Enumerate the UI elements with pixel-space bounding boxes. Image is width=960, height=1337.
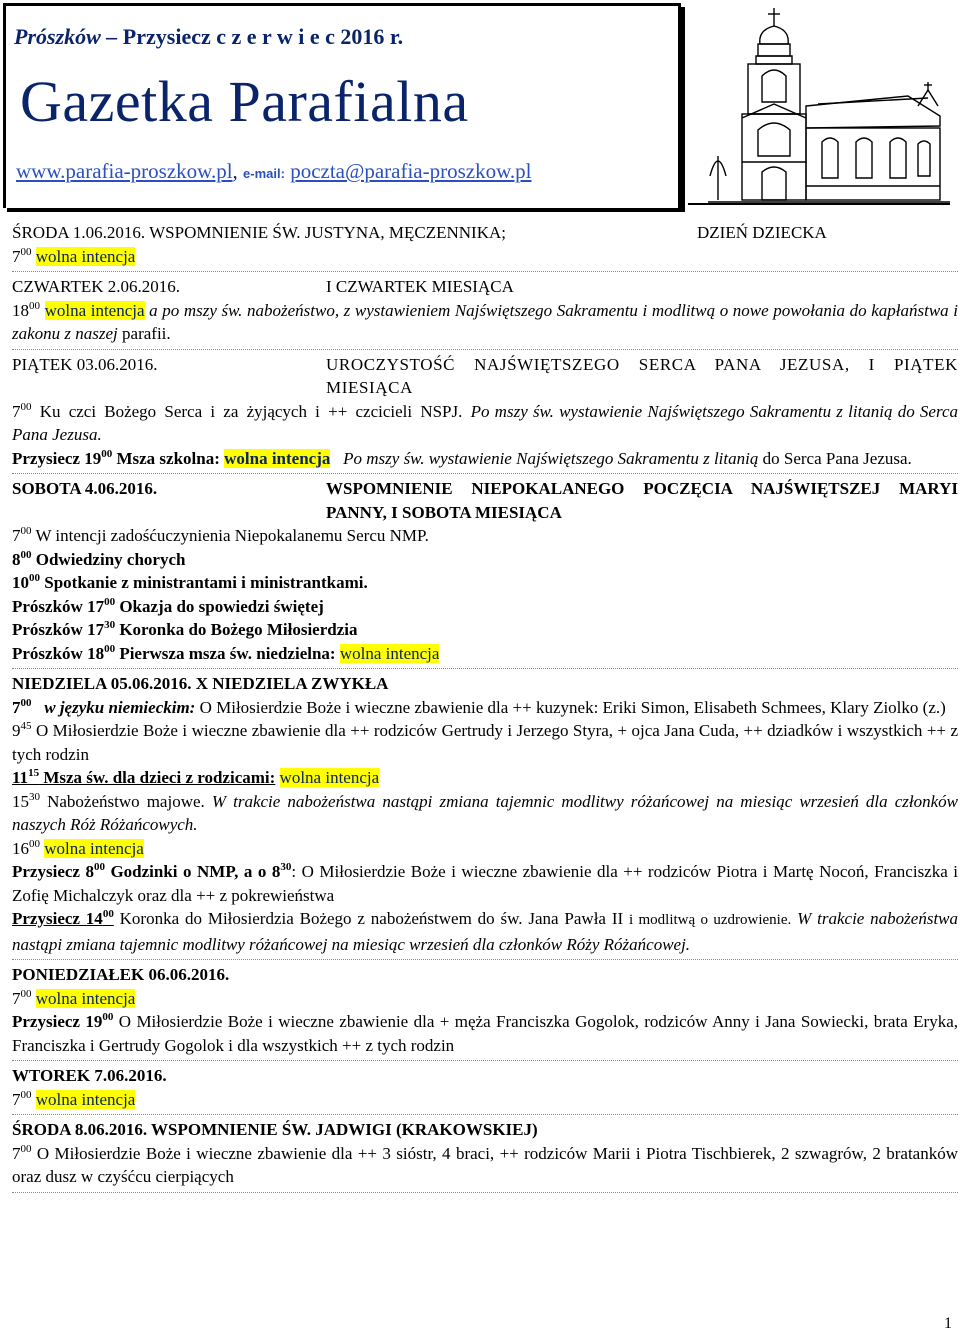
email-link[interactable]: poczta@parafia-proszkow.pl xyxy=(290,159,532,183)
free-intention: wolna intencja xyxy=(35,988,136,1008)
gazette-header xyxy=(3,3,681,208)
day-extra: DZIEŃ DZIECKA xyxy=(697,223,827,242)
free-intention: wolna intencja xyxy=(44,300,145,320)
schedule-line: $8^{00}$ Odwiedziny chorych xyxy=(12,548,186,569)
day-header: ŚRODA 8.06.2016. WSPOMNIENIE ŚW. JADWIGI (KRAKOWSKIEJ) xyxy=(12,1120,538,1139)
mass-line: $11^{15}$ Msza św. dla dzieci z rodzicami: wolna intencja xyxy=(12,767,380,787)
mass-line: $16^{00}$ wolna intencja xyxy=(12,837,144,858)
schedule-line: Prószków $17^{00}$ Okazja do spowiedzi świętej xyxy=(12,595,324,616)
free-intention: wolna intencja xyxy=(339,643,440,663)
mass-line: $9^{45}$ O Miłosierdzie Boże i wieczne zbawienie dla ++ rodziców Gertrudy i Jerzego Styra, + ojca Jana Cuda, ++ dziadków i wszystkich ++ z tych rodzin xyxy=(12,720,958,764)
divider xyxy=(12,349,958,350)
page-number: 1 xyxy=(944,1315,952,1332)
mass-line: Przysiecz $8^{00}$ Godzinki o NMP, a o $8^{30}$: O Miłosierdzie Boże i wieczne zbawienie dla ++ rodziców Piotra i Martę Nocoń, Franciszka i Zofię Michalczyk oraz dla ++ z pokrewieństwa xyxy=(12,861,958,905)
day-header: WTOREK 7.06.2016. xyxy=(12,1066,167,1085)
mass-line: $18^{00}$ wolna intencja a po mszy św. nabożeństwo, z wystawieniem Najświętszego Sakramentu i modlitwą o nowe powołania do kapłaństwa i zakonu z naszej parafii. xyxy=(12,299,959,343)
schedule-line: Prószków $18^{00}$ Pierwsza msza św. niedzielna: wolna intencja xyxy=(12,642,440,663)
divider xyxy=(12,668,958,669)
church-illustration xyxy=(688,6,950,206)
email-label: e-mail: xyxy=(243,166,285,181)
schedule-line: $10^{00}$ Spotkanie z ministrantami i ministrantkami. xyxy=(12,572,368,592)
mass-line: $7^{00}$ wolna intencja xyxy=(12,245,136,266)
free-intention: wolna intencja xyxy=(279,768,380,787)
free-intention: wolna intencja xyxy=(35,1089,136,1109)
divider xyxy=(12,271,958,272)
mass-line: $7^{00}$ Ku czci Bożego Serca i za żyjących i ++ czcicieli NSPJ. Po mszy św. wystawienie Najświętszego Sakramentu z litanią do Serca Pana Jezusa. xyxy=(12,400,959,444)
mass-line: $7^{00}$ w języku niemieckim: O Miłosierdzie Boże i wieczne zbawienie dla ++ kuzynek: Eriki Simon, Elisabeth Schmees, Klary Ziolko (z.) xyxy=(12,696,946,717)
mass-line: Przysiecz $19^{00}$ O Miłosierdzie Boże i wieczne zbawienie dla + męża Franciszka Gogolok, rodziców Anny i Jana Sowiecki, brata Eryka, Franciszka i Gertrudy Gogolok i dla wszystkich ++ z tych rodzin xyxy=(12,1011,958,1055)
mass-line: $7^{00}$ wolna intencja xyxy=(12,1088,136,1109)
mass-line: Przysiecz $14^{00}$ Koronka do Miłosierdzia Bożego z nabożeństwem do św. Jana Pawła II i modlitwą o uzdrowienie. W trakcie nabożeństwa nastąpi zmiana tajemnic modlitwy różańcowej na miesiąc wrzesień dla członków Róży Różańcowej. xyxy=(12,908,959,954)
schedule-line: Prószków $17^{30}$ Koronka do Bożego Miłosierdzia xyxy=(12,619,358,639)
contact-line: www.parafia-proszkow.pl, e-mail: poczta@parafia-proszkow.pl xyxy=(16,159,532,183)
website-link[interactable]: www.parafia-proszkow.pl xyxy=(16,159,233,183)
schedule xyxy=(12,221,958,1196)
divider xyxy=(12,1114,958,1115)
gazette-title: Gazetka Parafialna xyxy=(20,69,469,134)
divider xyxy=(12,959,958,960)
day-header: PIĄTEK 03.06.2016. xyxy=(12,354,158,374)
mass-line: $15^{30}$ Nabożeństwo majowe. W trakcie nabożeństwa nastąpi zmiana tajemnic modlitwy różańcowej na miesiąc wrzesień dla członków naszych Róż Różańcowych. xyxy=(12,790,958,834)
mass-line: $7^{00}$ O Miłosierdzie Boże i wieczne zbawienie dla ++ 3 sióstr, 4 braci, ++ rodziców Marii i Piotra Tischbierek, 2 szwagrów, 2 bratanków oraz dusz w czyśćcu cierpiących xyxy=(12,1142,958,1186)
free-intention: wolna intencja xyxy=(224,448,331,468)
day-header: CZWARTEK 2.06.2016. I CZWARTEK MIESIĄCA xyxy=(12,277,514,296)
day-header: ŚRODA 1.06.2016. WSPOMNIENIE ŚW. JUSTYNA, MĘCZENNIKA; DZIEŃ DZIECKA xyxy=(12,221,958,245)
divider xyxy=(12,1192,958,1193)
location-date: Prószków – Przysiecz c z e r w i e c 2016 r. xyxy=(14,24,404,49)
divider xyxy=(12,1060,958,1061)
free-intention: wolna intencja xyxy=(35,246,136,266)
divider xyxy=(12,473,958,474)
day-title: UROCZYSTOŚĆ NAJŚWIĘTSZEGO SERCA PANA JEZUSA, I PIĄTEK MIESIĄCA xyxy=(326,354,958,397)
day-header: SOBOTA 4.06.2016. xyxy=(12,479,158,498)
schedule-line: $7^{00}$ W intencji zadośćuczynienia Niepokalanemu Sercu NMP. xyxy=(12,525,429,545)
day-header: PONIEDZIAŁEK 06.06.2016. xyxy=(12,965,230,984)
day-title: WSPOMNIENIE NIEPOKALANEGO POCZĘCIA NAJŚWIĘTSZEJ MARYI PANNY, I SOBOTA MIESIĄCA xyxy=(326,479,958,522)
day-header: NIEDZIELA 05.06.2016. X NIEDZIELA ZWYKŁA xyxy=(12,674,389,693)
mass-line: $7^{00}$ wolna intencja xyxy=(12,987,136,1008)
free-intention: wolna intencja xyxy=(44,838,144,858)
mass-line: Przysiecz $19^{00}$ Msza szkolna: wolna intencja Po mszy św. wystawienie Najświętszego Sakramentu z litanią do Serca Pana Jezusa. xyxy=(12,447,912,468)
